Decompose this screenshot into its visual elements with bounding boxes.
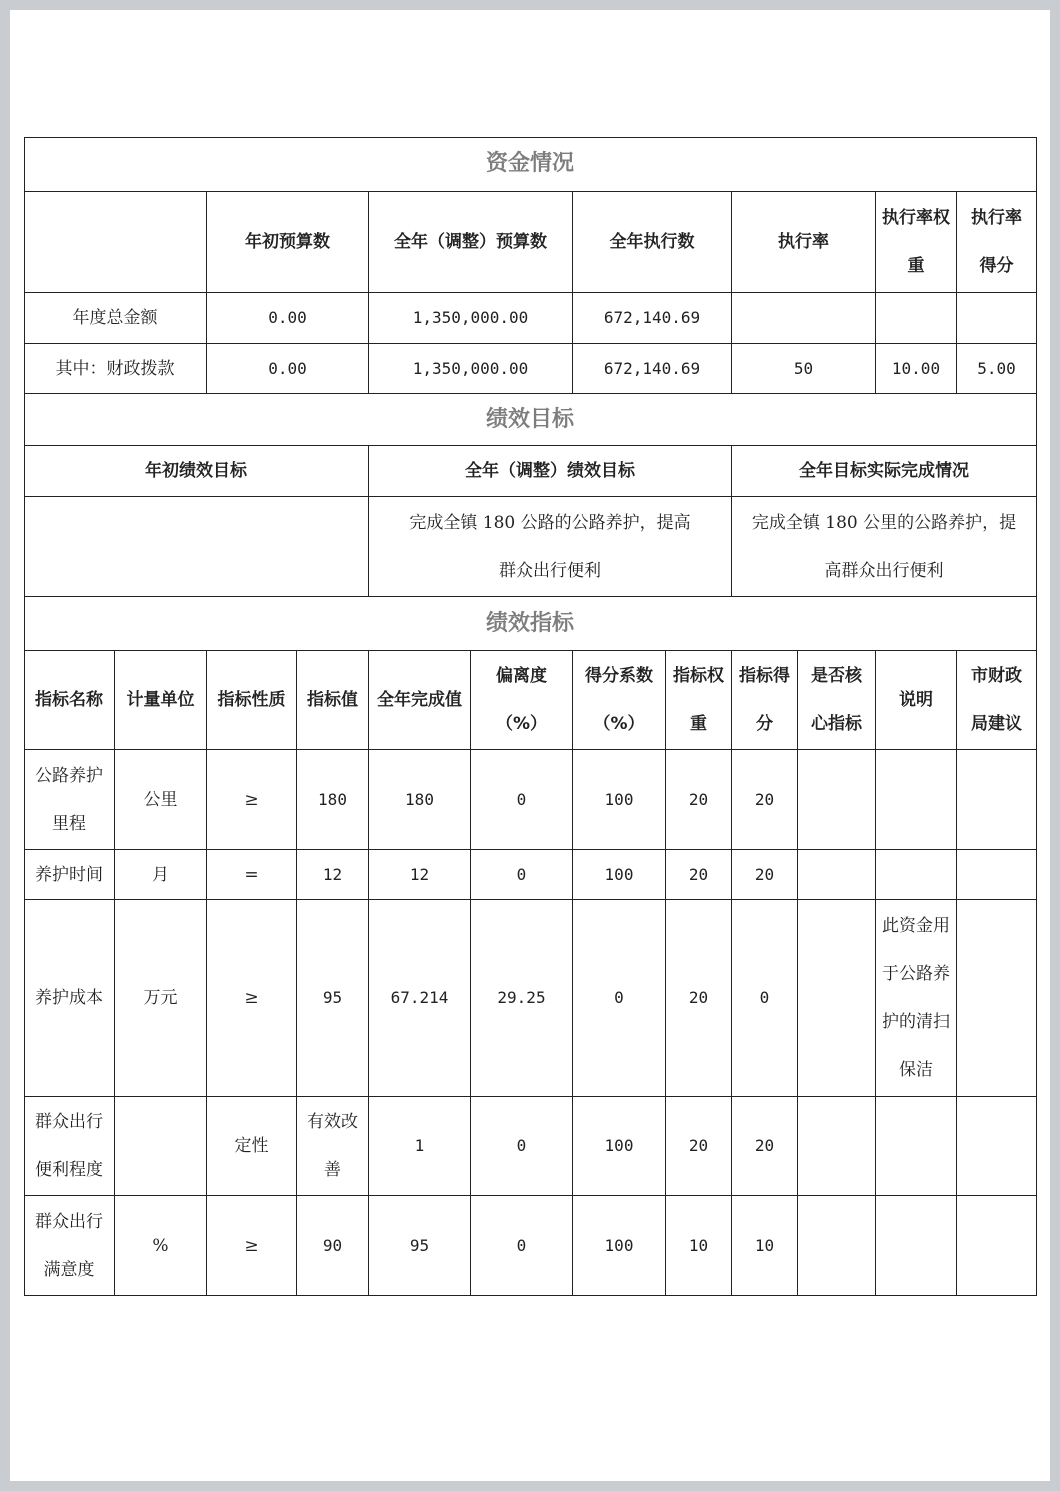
indicator-data-cell: ≥ <box>207 750 297 850</box>
funds-header-cell: 执行率 得分 <box>957 192 1037 293</box>
funds-data-cell: 1,350,000.00 <box>369 344 573 394</box>
funds-data-cell: 其中：财政拨款 <box>24 344 207 394</box>
indicator-data-cell: ≥ <box>207 900 297 1097</box>
section-title-goals: 绩效目标 <box>24 394 1037 446</box>
indicator-data-cell: ≥ <box>207 1196 297 1296</box>
funds-header-cell <box>24 192 207 293</box>
indicator-data-cell: 20 <box>666 750 732 850</box>
indicator-data-cell: 180 <box>297 750 369 850</box>
funds-data-cell <box>957 293 1037 344</box>
indicator-header-cell: 指标得 分 <box>732 651 798 750</box>
indicator-data-cell: 养护成本 <box>24 900 115 1097</box>
indicator-data-cell: 1 <box>369 1097 471 1196</box>
indicator-data-cell <box>957 850 1037 900</box>
indicator-header-cell: 指标名称 <box>24 651 115 750</box>
indicator-header-cell: 指标权 重 <box>666 651 732 750</box>
indicator-data-cell: 月 <box>115 850 207 900</box>
goals-value-cell <box>24 497 369 597</box>
indicator-data-cell <box>798 1097 876 1196</box>
indicator-data-cell: 10 <box>732 1196 798 1296</box>
funds-data-cell: 0.00 <box>207 293 369 344</box>
funds-data-cell: 0.00 <box>207 344 369 394</box>
indicator-data-cell: 20 <box>732 850 798 900</box>
goals-header-cell: 全年目标实际完成情况 <box>732 446 1037 497</box>
indicator-data-cell: = <box>207 850 297 900</box>
indicator-data-cell: 20 <box>732 1097 798 1196</box>
indicator-data-cell <box>798 850 876 900</box>
indicator-data-cell: 100 <box>573 750 666 850</box>
indicator-data-cell: 公里 <box>115 750 207 850</box>
indicator-header-cell: 指标性质 <box>207 651 297 750</box>
indicator-data-cell: 养护时间 <box>24 850 115 900</box>
funds-data-cell <box>732 293 876 344</box>
indicator-data-cell <box>957 750 1037 850</box>
indicator-data-cell: 公路养护 里程 <box>24 750 115 850</box>
indicator-header-cell: 全年完成值 <box>369 651 471 750</box>
funds-data-cell: 672,140.69 <box>573 344 732 394</box>
indicator-data-cell: 20 <box>666 900 732 1097</box>
indicator-data-cell: 95 <box>297 900 369 1097</box>
funds-header-cell: 全年（调整）预算数 <box>369 192 573 293</box>
indicator-header-cell: 指标值 <box>297 651 369 750</box>
indicator-header-cell: 计量单位 <box>115 651 207 750</box>
indicator-data-cell: 100 <box>573 1097 666 1196</box>
indicator-header-cell: 说明 <box>876 651 957 750</box>
indicator-data-cell: 0 <box>471 750 573 850</box>
funds-header-cell: 年初预算数 <box>207 192 369 293</box>
indicator-data-cell: 群众出行 满意度 <box>24 1196 115 1296</box>
indicator-data-cell <box>957 900 1037 1097</box>
indicator-data-cell <box>957 1196 1037 1296</box>
indicator-data-cell: 此资金用 于公路养 护的清扫 保洁 <box>876 900 957 1097</box>
indicator-data-cell <box>876 1196 957 1296</box>
indicator-data-cell: 定性 <box>207 1097 297 1196</box>
indicator-data-cell <box>798 900 876 1097</box>
funds-header-cell: 执行率权 重 <box>876 192 957 293</box>
indicator-data-cell <box>798 750 876 850</box>
indicator-data-cell: 0 <box>471 1097 573 1196</box>
indicator-data-cell: 20 <box>666 850 732 900</box>
indicator-data-cell: 20 <box>666 1097 732 1196</box>
indicator-data-cell: 有效改 善 <box>297 1097 369 1196</box>
indicator-data-cell <box>957 1097 1037 1196</box>
indicator-data-cell <box>876 850 957 900</box>
goals-value-cell: 完成全镇 180 公里的公路养护，提 高群众出行便利 <box>732 497 1037 597</box>
indicator-data-cell: 12 <box>297 850 369 900</box>
indicator-data-cell: 67.214 <box>369 900 471 1097</box>
indicator-data-cell <box>876 750 957 850</box>
funds-data-cell: 672,140.69 <box>573 293 732 344</box>
funds-data-cell <box>876 293 957 344</box>
goals-value-cell: 完成全镇 180 公路的公路养护，提高 群众出行便利 <box>369 497 732 597</box>
indicator-data-cell: 29.25 <box>471 900 573 1097</box>
goals-header-cell: 全年（调整）绩效目标 <box>369 446 732 497</box>
indicator-header-cell: 是否核 心指标 <box>798 651 876 750</box>
indicator-data-cell: 100 <box>573 850 666 900</box>
indicator-data-cell <box>115 1097 207 1196</box>
section-title-funds: 资金情况 <box>24 137 1037 192</box>
section-title-indicators: 绩效指标 <box>24 597 1037 651</box>
indicator-data-cell: 0 <box>471 850 573 900</box>
indicator-data-cell: % <box>115 1196 207 1296</box>
indicator-data-cell: 万元 <box>115 900 207 1097</box>
indicator-data-cell: 100 <box>573 1196 666 1296</box>
goals-header-cell: 年初绩效目标 <box>24 446 369 497</box>
indicator-data-cell: 180 <box>369 750 471 850</box>
funds-data-cell: 1,350,000.00 <box>369 293 573 344</box>
indicator-header-cell: 偏离度 （%） <box>471 651 573 750</box>
funds-header-cell: 执行率 <box>732 192 876 293</box>
indicator-data-cell: 12 <box>369 850 471 900</box>
indicator-data-cell: 群众出行 便利程度 <box>24 1097 115 1196</box>
indicator-header-cell: 市财政 局建议 <box>957 651 1037 750</box>
funds-header-cell: 全年执行数 <box>573 192 732 293</box>
funds-data-cell: 50 <box>732 344 876 394</box>
indicator-data-cell: 95 <box>369 1196 471 1296</box>
indicator-data-cell: 0 <box>471 1196 573 1296</box>
funds-data-cell: 5.00 <box>957 344 1037 394</box>
indicator-data-cell: 0 <box>732 900 798 1097</box>
funds-data-cell: 10.00 <box>876 344 957 394</box>
indicator-data-cell: 90 <box>297 1196 369 1296</box>
indicator-data-cell <box>876 1097 957 1196</box>
funds-data-cell: 年度总金额 <box>24 293 207 344</box>
indicator-header-cell: 得分系数 （%） <box>573 651 666 750</box>
indicator-data-cell <box>798 1196 876 1296</box>
indicator-data-cell: 10 <box>666 1196 732 1296</box>
indicator-data-cell: 20 <box>732 750 798 850</box>
indicator-data-cell: 0 <box>573 900 666 1097</box>
